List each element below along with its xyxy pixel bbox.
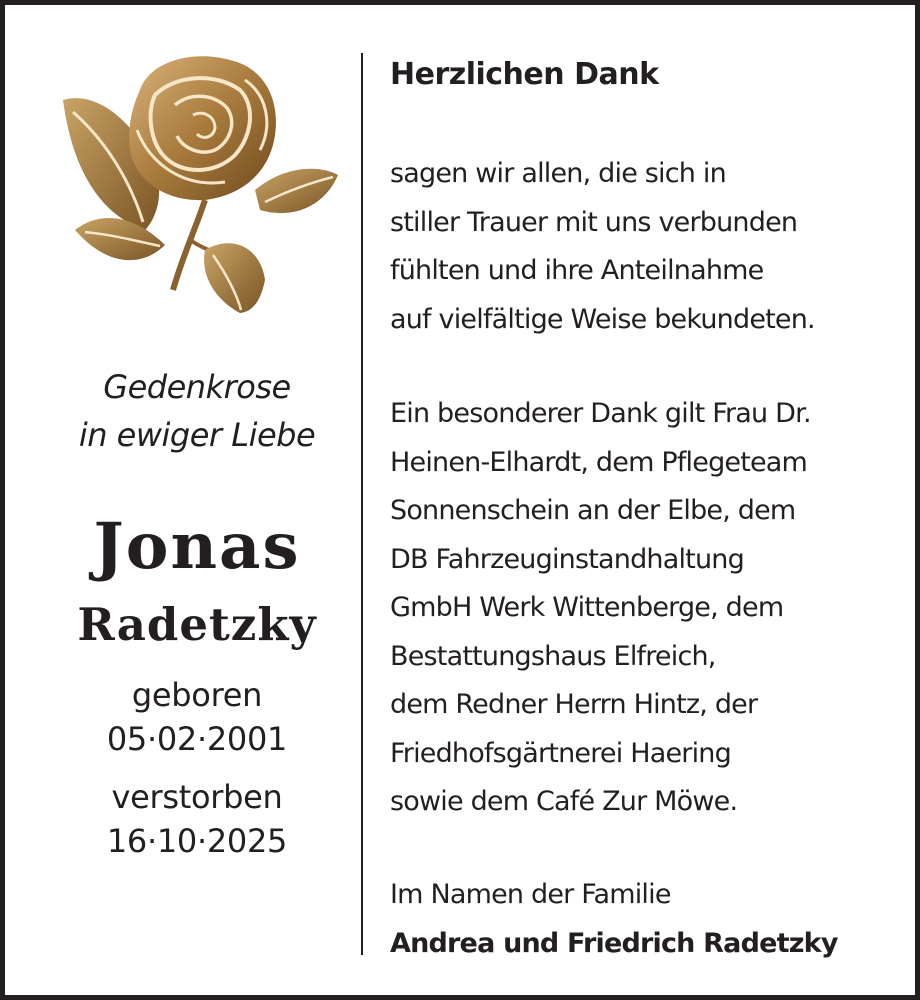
thanks-paragraph-1 (390, 150, 910, 344)
thanks-heading: Herzlichen Dank (390, 57, 659, 92)
text-line: sagen wir allen, die sich in (390, 158, 726, 189)
closing-line: Im Namen der Familie (390, 879, 671, 910)
text-line: fühlten und ihre Anteilnahme (390, 255, 764, 286)
died-date: 16·10·2025 (106, 822, 288, 860)
died-label: verstorben (111, 778, 283, 816)
text-line: Friedhofsgärtnerei Haering (390, 737, 731, 769)
text-line: dem Redner Herrn Hintz, der (390, 689, 758, 720)
text-line: auf vielfältige Weise bekundeten. (390, 303, 815, 335)
life-dates (27, 673, 367, 863)
thanks-paragraph-2 (390, 390, 910, 827)
family-signature: Andrea und Friedrich Radetzky (390, 927, 838, 959)
column-divider (361, 53, 363, 955)
thanks-closing (390, 871, 910, 968)
text-line: Heinen-Elhardt, dem Pflegeteam (390, 446, 808, 478)
motto-line: Gedenkrose (103, 368, 291, 406)
memorial-motto (27, 363, 367, 459)
text-line: Ein besonderer Dank gilt Frau Dr. (390, 398, 811, 429)
text-line: Sonnenschein an der Elbe, dem (390, 495, 796, 526)
text-line: stiller Trauer mit uns verbunden (390, 206, 798, 238)
born-date: 05·02·2001 (106, 720, 288, 758)
text-line: Bestattungshaus Elfreich, (390, 640, 716, 672)
deceased-last-name: Radetzky (77, 598, 317, 651)
motto-line: in ewiger Liebe (78, 416, 316, 454)
text-line: DB Fahrzeuginstandhaltung (390, 543, 744, 575)
rose-icon (55, 50, 340, 315)
deceased-first-name: Jonas (93, 509, 301, 584)
born-label: geboren (131, 676, 263, 714)
text-line: sowie dem Café Zur Möwe. (390, 786, 738, 817)
text-line: GmbH Werk Wittenberge, dem (390, 592, 784, 623)
